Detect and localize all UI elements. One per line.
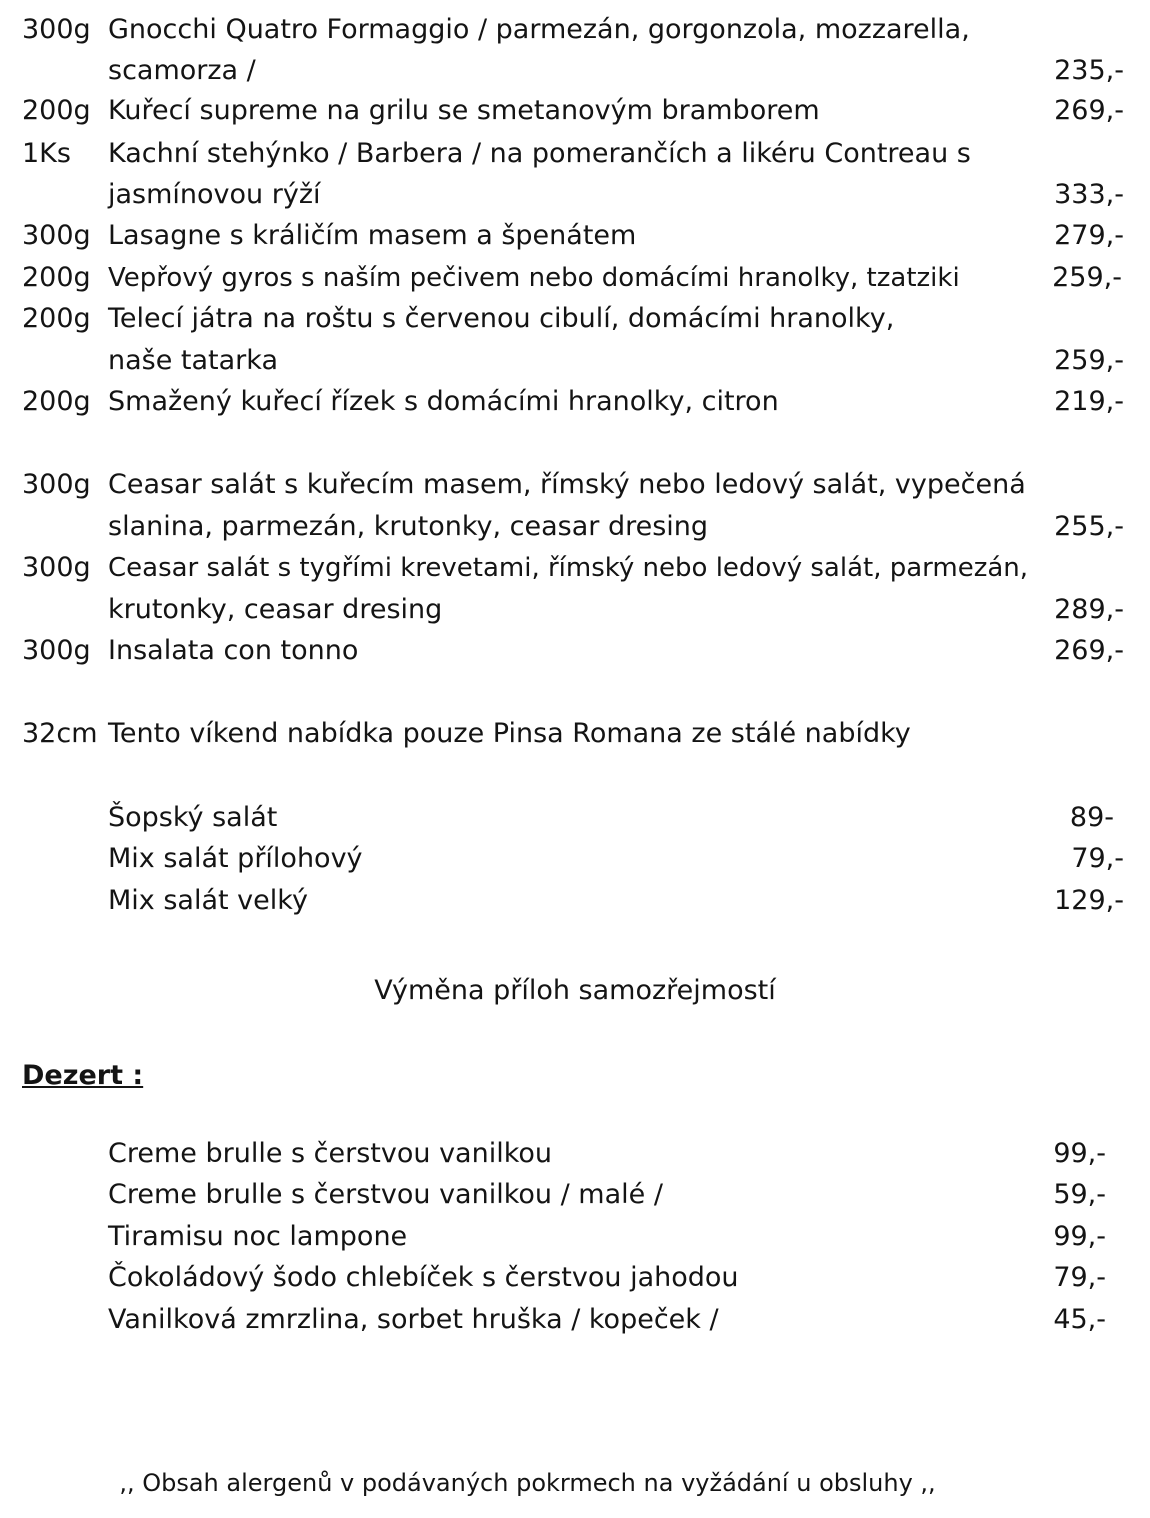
item-price: 279,- — [1054, 220, 1124, 251]
item-description: Ceasar salát s kuřecím masem, římský nebo ledový salát, vypečená — [108, 469, 1026, 500]
item-price: 59,- — [1053, 1179, 1106, 1210]
item-quantity: 300g — [22, 220, 91, 251]
item-name: Šopský salát — [108, 802, 278, 833]
item-description: Gnocchi Quatro Formaggio / parmezán, gorgonzola, mozzarella, — [108, 14, 970, 45]
dessert-row — [0, 1257, 1150, 1299]
item-price: 45,- — [1053, 1304, 1106, 1335]
item-price: 129,- — [1054, 885, 1124, 916]
menu-item-row — [0, 9, 1150, 51]
dessert-row — [0, 1174, 1150, 1216]
side-salad-row — [0, 880, 1150, 922]
item-description: Lasagne s králičím masem a špenátem — [108, 220, 637, 251]
menu-item-row — [0, 174, 1150, 216]
menu-item-row — [0, 298, 1150, 340]
item-price: 269,- — [1054, 95, 1124, 126]
item-quantity: 300g — [22, 14, 91, 45]
dessert-row — [0, 1299, 1150, 1341]
item-description: Kuřecí supreme na grilu se smetanovým bramborem — [108, 95, 820, 126]
item-price: 333,- — [1054, 179, 1124, 210]
item-name: Vanilková zmrzlina, sorbet hruška / kopeček / — [108, 1304, 719, 1335]
item-price: 99,- — [1053, 1138, 1106, 1169]
menu-item-row — [0, 630, 1150, 672]
item-description: Insalata con tonno — [108, 635, 359, 666]
menu-item-row — [0, 589, 1150, 631]
item-quantity: 200g — [22, 95, 91, 126]
item-description: Telecí játra na roštu s červenou cibulí, domácími hranolky, — [108, 303, 895, 334]
menu-item-row — [0, 90, 1150, 132]
item-name: Tiramisu noc lampone — [108, 1221, 408, 1252]
menu-item-row — [0, 464, 1150, 506]
item-description: Ceasar salát s tygřími krevetami, římský nebo ledový salát, parmezán, — [108, 553, 1029, 583]
item-quantity: 300g — [22, 469, 91, 500]
menu-item-row — [0, 340, 1150, 382]
item-price: 219,- — [1054, 386, 1124, 417]
item-description: slanina, parmezán, krutonky, ceasar dresing — [108, 511, 709, 542]
item-quantity: 300g — [22, 635, 91, 666]
item-price: 99,- — [1053, 1221, 1106, 1252]
allergen-footnote: ,, Obsah alergenů v podávaných pokrmech na vyžádání u obsluhy ,, — [119, 1469, 936, 1497]
item-price: 289,- — [1054, 594, 1124, 625]
item-quantity: 32cm — [22, 718, 98, 749]
menu-item-row — [0, 215, 1150, 257]
menu-item-row — [0, 50, 1150, 92]
item-description: krutonky, ceasar dresing — [108, 594, 443, 625]
menu-item-row — [0, 133, 1150, 175]
item-description: Tento víkend nabídka pouze Pinsa Romana ze stálé nabídky — [108, 718, 911, 749]
item-description: Smažený kuřecí řízek s domácími hranolky, citron — [108, 386, 779, 417]
side-salad-row — [0, 797, 1150, 839]
item-price: 255,- — [1054, 511, 1124, 542]
dessert-row — [0, 1216, 1150, 1258]
item-price: 259,- — [1054, 345, 1124, 376]
item-name: Čokoládový šodo chlebíček s čerstvou jahodou — [108, 1262, 739, 1293]
item-quantity: 200g — [22, 262, 91, 293]
item-description: scamorza / — [108, 55, 256, 86]
item-name: Creme brulle s čerstvou vanilkou — [108, 1138, 553, 1169]
dessert-row — [0, 1133, 1150, 1175]
item-quantity: 300g — [22, 552, 91, 583]
item-price: 89- — [1069, 802, 1114, 833]
item-price: 79,- — [1053, 1262, 1106, 1293]
item-quantity: 200g — [22, 303, 91, 334]
dessert-heading: Dezert : — [22, 1060, 144, 1091]
item-price: 259,- — [1052, 262, 1122, 293]
item-price: 235,- — [1054, 55, 1124, 86]
menu-item-row — [0, 381, 1150, 423]
side-exchange-note: Výměna příloh samozřejmostí — [374, 975, 776, 1006]
menu-item-row — [0, 506, 1150, 548]
item-description: Kachní stehýnko / Barbera / na pomerančích a likéru Contreau s — [108, 138, 971, 169]
item-description: jasmínovou rýží — [108, 179, 321, 210]
item-price: 269,- — [1054, 635, 1124, 666]
item-quantity: 1Ks — [22, 138, 71, 169]
item-description: naše tatarka — [108, 345, 278, 376]
item-name: Mix salát velký — [108, 885, 308, 916]
menu-item-row — [0, 713, 1150, 755]
item-description: Vepřový gyros s naším pečivem nebo domácími hranolky, tzatziki — [108, 263, 960, 293]
menu-item-row — [0, 547, 1150, 589]
item-price: 79,- — [1071, 843, 1124, 874]
menu-item-row — [0, 257, 1150, 299]
item-name: Creme brulle s čerstvou vanilkou / malé / — [108, 1179, 663, 1210]
item-name: Mix salát přílohový — [108, 843, 363, 874]
item-quantity: 200g — [22, 386, 91, 417]
side-salad-row — [0, 838, 1150, 880]
